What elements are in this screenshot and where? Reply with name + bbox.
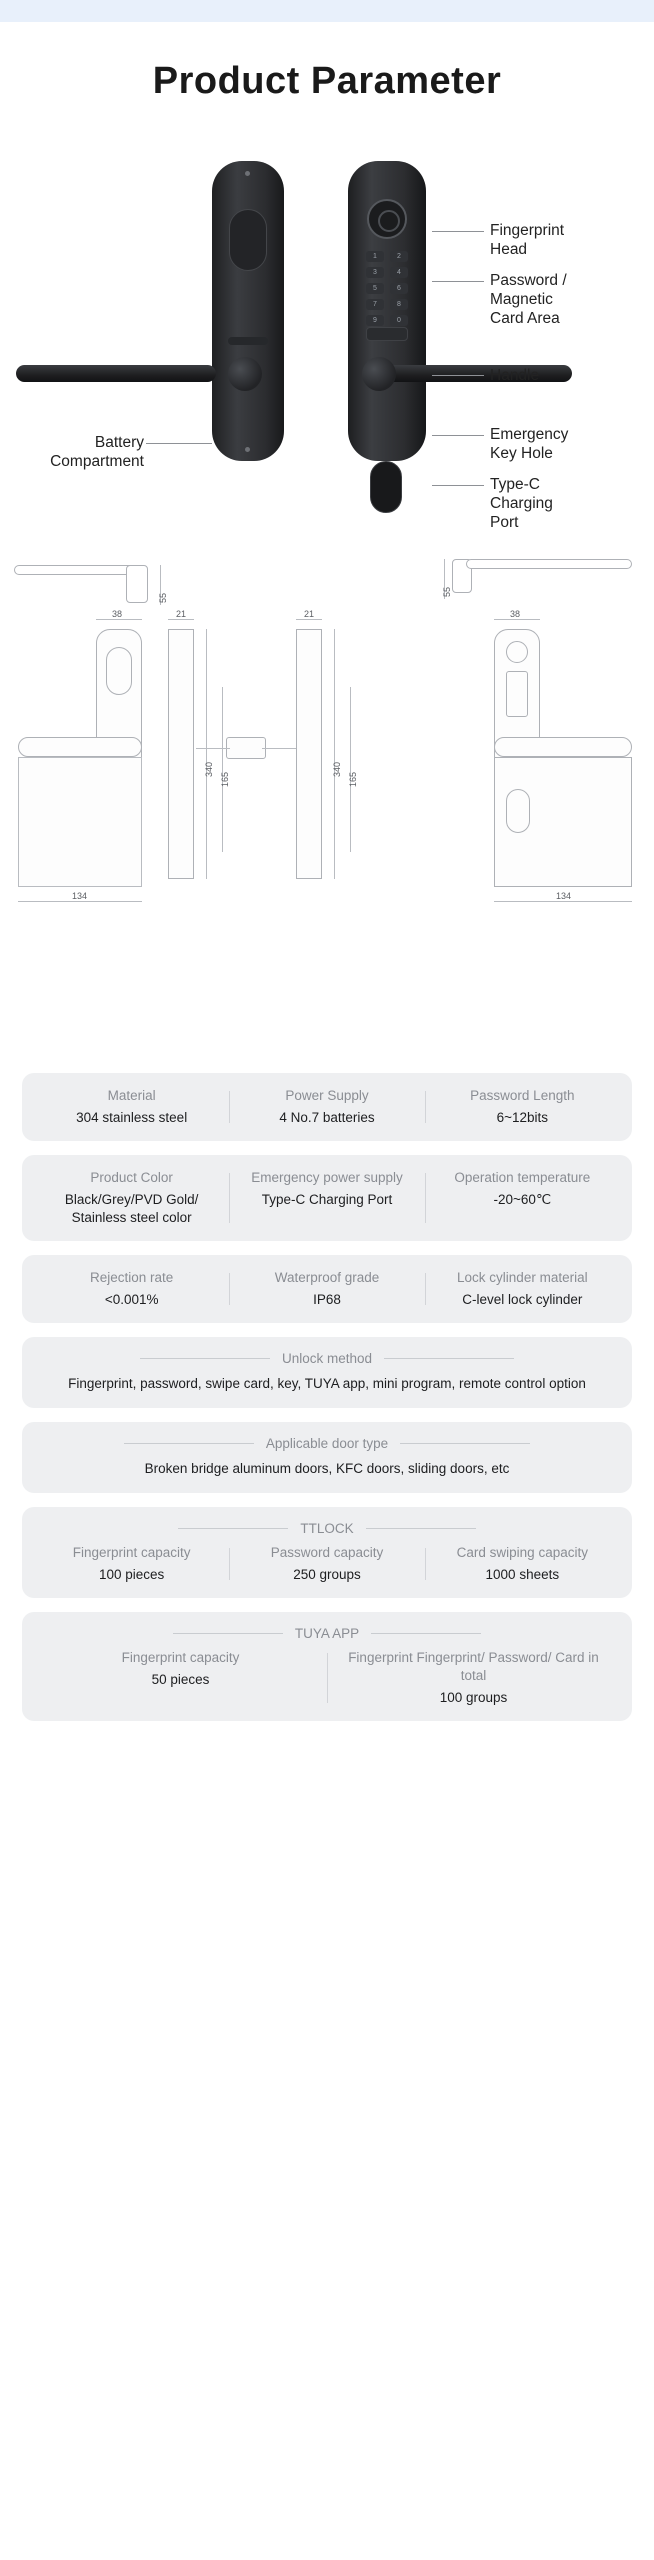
dim-overall-height-right: 340 — [332, 761, 342, 777]
interior-strip — [228, 337, 268, 345]
spec-column — [34, 1169, 229, 1227]
callout-line: Charging — [490, 495, 553, 512]
spec-card-rejection — [22, 1255, 632, 1323]
dim-lever-height-right: 55 — [442, 586, 452, 597]
rule-line — [173, 1633, 283, 1634]
spec-card-color — [22, 1155, 632, 1241]
dim-panel-width-right: 38 — [510, 609, 521, 619]
dim-panel-width-left: 38 — [112, 609, 123, 619]
rule-line — [371, 1633, 481, 1634]
dim-line — [206, 629, 207, 879]
dim-inner-height-right: 165 — [348, 771, 358, 787]
fingerprint-head-icon — [367, 199, 407, 239]
spec-column — [425, 1269, 620, 1309]
product-hero-diagram — [0, 113, 654, 531]
keypad-key: 5 — [366, 283, 384, 294]
lever-outline-right — [466, 559, 632, 569]
spec-value: -20~60℃ — [493, 1192, 552, 1207]
spec-value: 100 pieces — [99, 1567, 165, 1582]
spindle-mechanism — [226, 737, 266, 759]
leader-line — [432, 231, 484, 232]
keypad-key: 6 — [390, 283, 408, 294]
callout-line: Head — [490, 241, 528, 258]
dim-line — [18, 901, 142, 902]
handle-outline-left — [18, 737, 142, 757]
top-band — [0, 0, 654, 22]
spec-key: Lock cylinder material — [457, 1270, 588, 1285]
keypad-area — [366, 251, 408, 326]
screw-icon — [245, 447, 250, 452]
spec-column — [34, 1087, 229, 1127]
keypad-key: 8 — [390, 299, 408, 310]
rule-line — [178, 1528, 288, 1529]
spec-key: Fingerprint capacity — [72, 1545, 191, 1560]
callout-password-card-area — [490, 271, 567, 328]
dim-overall-height-left: 340 — [204, 761, 214, 777]
dim-line — [494, 619, 540, 620]
keypad-outline — [506, 671, 528, 717]
rule-line — [124, 1443, 254, 1444]
dim-line — [222, 687, 223, 852]
rule-line — [366, 1528, 476, 1529]
lock-body-exterior — [348, 161, 426, 461]
spec-column — [34, 1649, 327, 1707]
keypad-key: 9 — [366, 315, 384, 326]
spec-column — [425, 1087, 620, 1127]
spec-column — [229, 1269, 424, 1309]
keypad-key: 2 — [390, 251, 408, 262]
rule-line — [400, 1443, 530, 1444]
keypad-key: 4 — [390, 267, 408, 278]
dim-inner-height-left: 165 — [220, 771, 230, 787]
spec-key: Power Supply — [285, 1088, 369, 1103]
callout-line: Fingerprint — [490, 222, 565, 239]
spec-key: Password Length — [470, 1088, 575, 1103]
handle-interior — [16, 365, 216, 382]
dim-side-width-left: 21 — [176, 609, 187, 619]
spec-card-unlock-method — [22, 1337, 632, 1408]
spec-key: Product Color — [90, 1170, 173, 1185]
spec-value: Type-C Charging Port — [261, 1192, 393, 1207]
dim-line — [168, 619, 194, 620]
spec-key: Rejection rate — [90, 1270, 174, 1285]
battery-cover-oval — [229, 209, 267, 271]
spec-key: Fingerprint Fingerprint/ Password/ Card in total — [348, 1650, 599, 1683]
spec-card-door-type — [22, 1422, 632, 1493]
rule-line — [384, 1358, 514, 1359]
spec-key: Card swiping capacity — [456, 1545, 588, 1560]
dim-line — [96, 619, 142, 620]
page-title: Product Parameter — [152, 60, 502, 102]
spec-value: 50 pieces — [151, 1672, 210, 1687]
dim-side-width-right: 21 — [304, 609, 315, 619]
spec-value: <0.001% — [104, 1292, 159, 1307]
spec-card-material — [22, 1073, 632, 1141]
technical-drawing — [0, 537, 654, 1057]
callout-line: Type-C — [490, 476, 540, 493]
leader-line — [432, 281, 484, 282]
spec-header: Unlock method — [281, 1351, 373, 1366]
spec-value: 4 No.7 batteries — [279, 1110, 375, 1125]
spec-column — [425, 1544, 620, 1584]
handle-hub-interior — [228, 357, 262, 391]
spec-header: Applicable door type — [265, 1436, 389, 1451]
keypad-key: 7 — [366, 299, 384, 310]
keypad-key: 1 — [366, 251, 384, 262]
dim-line — [334, 629, 335, 879]
spec-value: 304 stainless steel — [76, 1110, 188, 1125]
leader-line — [432, 435, 484, 436]
dim-line — [350, 687, 351, 852]
callout-line: Handle — [490, 367, 540, 384]
base-outline-left — [18, 757, 142, 887]
spec-card-tuya-app — [22, 1612, 632, 1721]
callout-fingerprint-head — [490, 221, 564, 259]
callout-line: Emergency — [490, 426, 569, 443]
callout-line: Card Area — [490, 310, 560, 327]
callout-handle — [490, 366, 539, 385]
spec-card-ttlock — [22, 1507, 632, 1598]
side-view-right — [296, 629, 322, 879]
spec-column — [425, 1169, 620, 1227]
spec-header: TUYA APP — [294, 1626, 360, 1641]
mechanism-axis — [196, 748, 230, 749]
spec-value: 100 groups — [439, 1690, 508, 1705]
dim-base-width-left: 134 — [72, 891, 88, 901]
callout-line: Battery — [94, 434, 144, 451]
spec-value: C-level lock cylinder — [462, 1292, 583, 1307]
spec-column — [34, 1544, 229, 1584]
faceplate-oval-left — [106, 647, 132, 695]
spec-column — [229, 1087, 424, 1127]
keypad-key: 3 — [366, 267, 384, 278]
spec-value: 1000 sheets — [485, 1567, 560, 1582]
spec-value: IP68 — [313, 1292, 341, 1307]
callout-line: Magnetic — [490, 291, 553, 308]
lever-outline-left — [14, 565, 144, 575]
leader-line — [146, 443, 212, 444]
spec-key: Password capacity — [270, 1545, 384, 1560]
callout-line: Compartment — [50, 453, 144, 470]
fingerprint-outline-icon — [506, 641, 528, 663]
spec-column — [34, 1269, 229, 1309]
mechanism-axis — [262, 748, 296, 749]
spec-key: Material — [107, 1088, 156, 1103]
spec-body: Fingerprint, password, swipe card, key, TUYA app, mini program, remote control option — [68, 1376, 586, 1391]
handle-exterior — [372, 365, 572, 382]
callout-line: Key Hole — [490, 445, 553, 462]
screw-icon — [245, 171, 250, 176]
leader-line — [432, 485, 484, 486]
lever-stem-left — [126, 565, 148, 603]
magnetic-card-area — [366, 327, 408, 341]
lock-body-interior — [212, 161, 284, 461]
specifications-section — [0, 1057, 654, 1775]
handle-hub-exterior — [362, 357, 396, 391]
spec-body: Broken bridge aluminum doors, KFC doors, sliding doors, etc — [144, 1461, 510, 1476]
spec-column — [229, 1169, 424, 1227]
dim-base-width-right: 134 — [556, 891, 572, 901]
spec-column — [327, 1649, 620, 1707]
keyhole-outline-right — [506, 789, 530, 833]
spec-header: TTLOCK — [300, 1521, 354, 1536]
spec-key: Waterproof grade — [274, 1270, 380, 1285]
dim-line — [494, 901, 632, 902]
callout-battery-compartment — [4, 433, 144, 471]
callout-typec-charging-port — [490, 475, 553, 532]
leader-line — [432, 375, 484, 376]
spec-column — [229, 1544, 424, 1584]
spec-value: 250 groups — [293, 1567, 361, 1582]
callout-line: Password / — [490, 272, 567, 289]
spec-value: 6~12bits — [496, 1110, 549, 1125]
rule-line — [140, 1358, 270, 1359]
dim-lever-height-left: 55 — [158, 592, 168, 603]
dim-line — [296, 619, 322, 620]
callout-line: Port — [490, 514, 519, 531]
spec-value: Black/Grey/PVD Gold/ Stainless steel color — [64, 1192, 199, 1225]
emergency-key-hole — [370, 461, 402, 513]
spec-key: Operation temperature — [454, 1170, 591, 1185]
callout-emergency-key-hole — [490, 425, 568, 463]
spec-key: Emergency power supply — [251, 1170, 403, 1185]
handle-outline-right — [494, 737, 632, 757]
spec-key: Fingerprint capacity — [121, 1650, 240, 1665]
keypad-key: 0 — [390, 315, 408, 326]
side-view-left — [168, 629, 194, 879]
